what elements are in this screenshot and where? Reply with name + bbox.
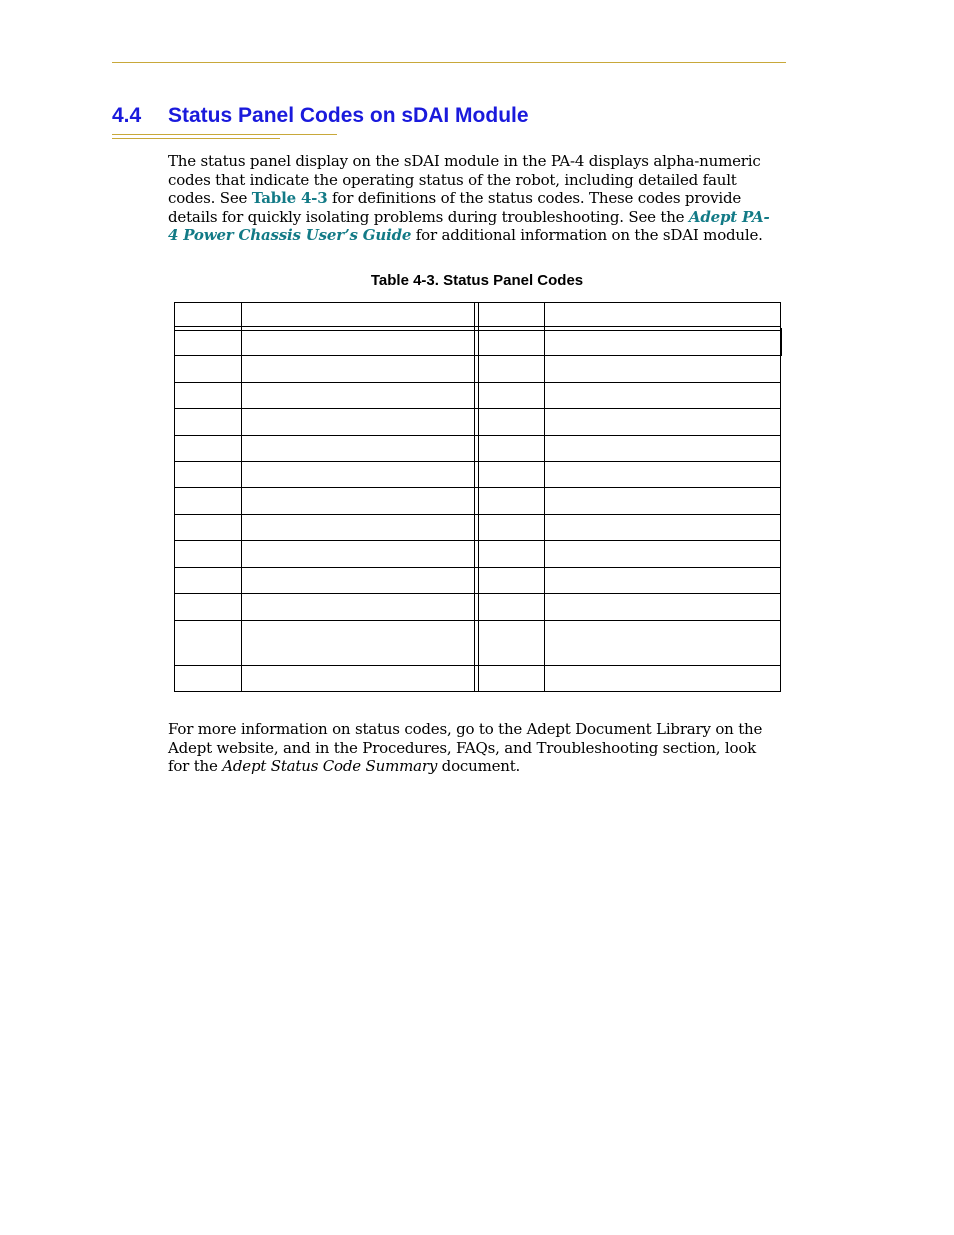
- intro-paragraph: [168, 152, 778, 245]
- status-codes-table: [174, 302, 781, 692]
- table-column-line: [478, 302, 479, 692]
- section-number: 4.4: [112, 104, 142, 127]
- table-column-line: [544, 302, 545, 692]
- section-heading: [112, 104, 529, 128]
- closing-text-2: document.: [437, 757, 521, 776]
- heading-underline: [112, 134, 337, 135]
- intro-text-2: for definitions of the status codes. These codes provide details for quickly isolating problems during troubleshooting. See the: [168, 189, 742, 226]
- table-edge-tick: [781, 328, 782, 356]
- closing-paragraph: [168, 720, 778, 776]
- table-column-line: [474, 302, 475, 692]
- intro-text-3: for additional information on the sDAI module.: [411, 226, 763, 245]
- heading-underline-short: [112, 138, 280, 139]
- header-rule: [112, 62, 786, 63]
- intro-text-1: The status panel display on the sDAI module in the PA-4 displays alpha-numeric codes that indicate the operating status of the robot, including detailed fault codes. See: [168, 152, 761, 208]
- table-caption: Table 4-3. Status Panel Codes: [370, 272, 584, 289]
- table-column-line: [241, 302, 242, 692]
- status-code-summary-title: Adept Status Code Summary: [222, 757, 438, 776]
- users-guide-link[interactable]: Adept PA-4 Power Chassis User’s Guide: [168, 207, 770, 245]
- table-cross-reference-link[interactable]: Table 4-3: [251, 189, 328, 208]
- closing-text-1: For more information on status codes, go to the Adept Document Library on the Adept website, and in the Procedures, FAQs, and Troubleshooting section, look for the: [168, 720, 763, 776]
- section-title: Status Panel Codes on sDAI Module: [168, 104, 529, 127]
- table-column-line: [174, 302, 175, 692]
- table-column-line: [780, 302, 781, 692]
